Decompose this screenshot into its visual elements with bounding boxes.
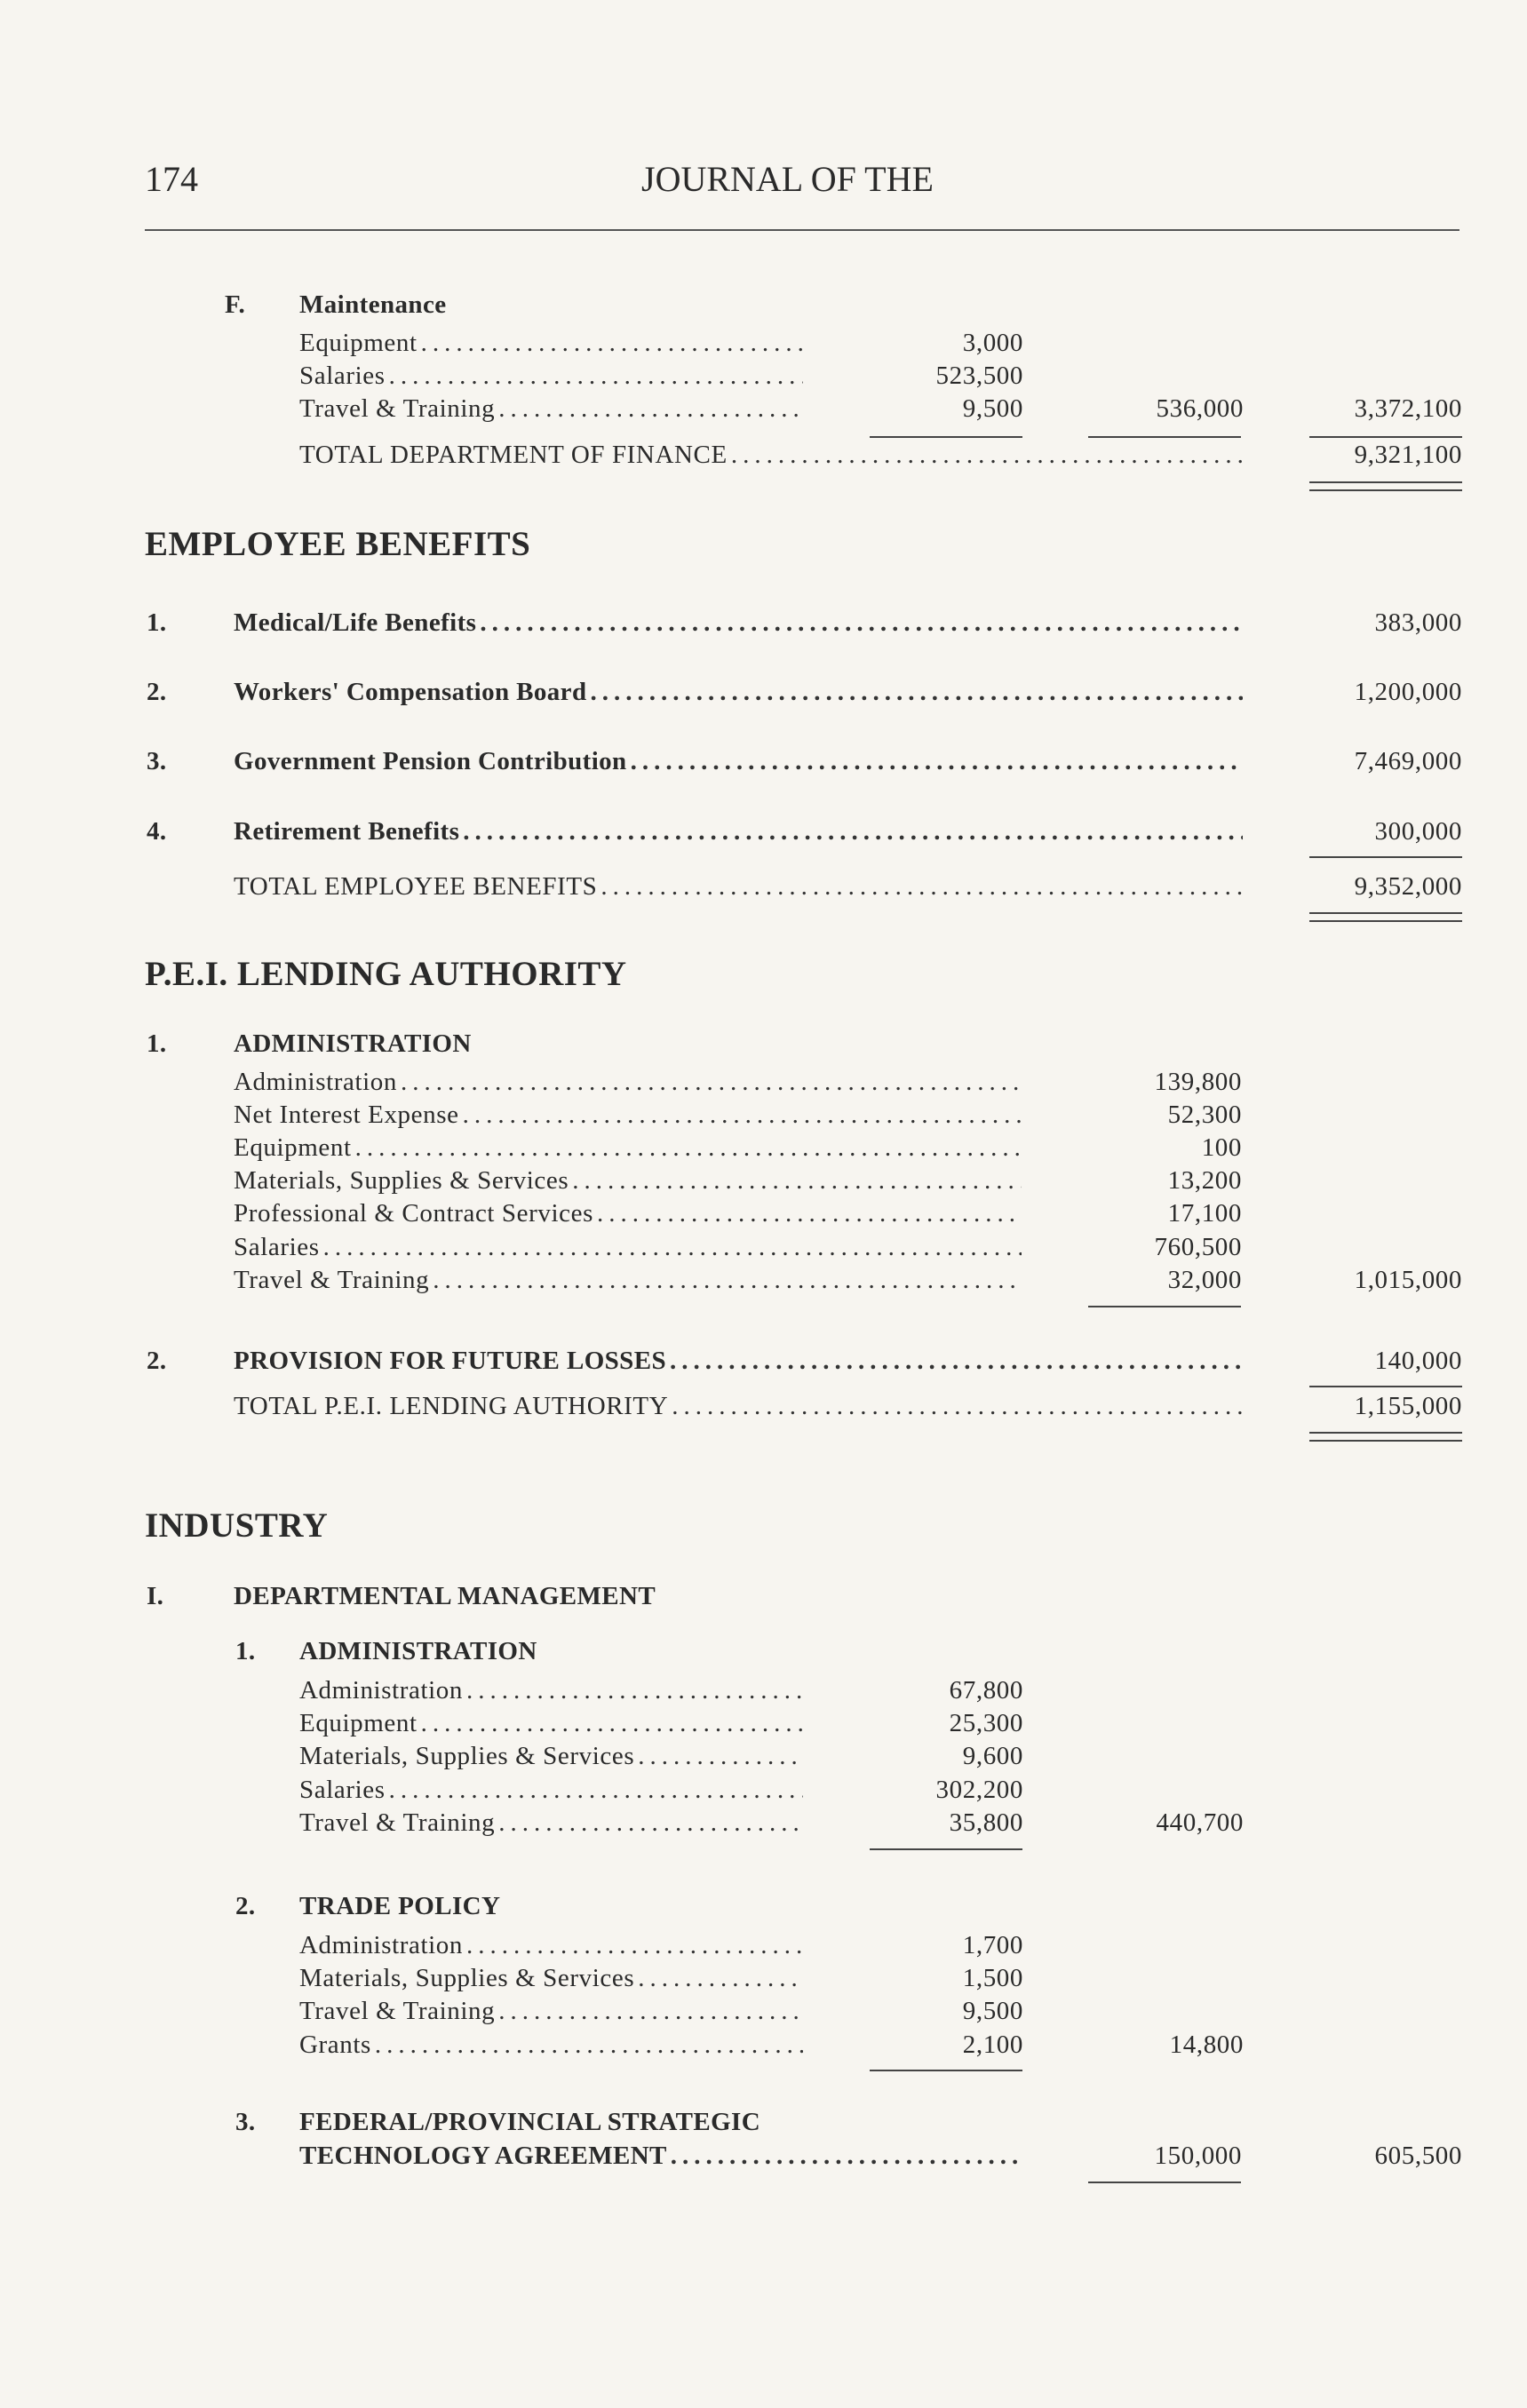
page-number: 174 [145, 159, 198, 199]
trade-item: Travel & Training ..... [299, 1997, 803, 2026]
lending-item: Net Interest Expense ..... [234, 1101, 1022, 1130]
strategic-title-line1: FEDERAL/PROVINCIAL STRATEGIC [299, 2108, 761, 2136]
lending-total-value: 1,155,000 [1354, 1392, 1462, 1420]
maintenance-value: 523,500 [935, 362, 1023, 390]
benefits-underline [1309, 856, 1462, 858]
benefits-total-label: TOTAL EMPLOYEE BENEFITS ..... [234, 872, 1243, 902]
lending-admin-number: 1. [147, 1029, 167, 1058]
maintenance-subtotal: 536,000 [1156, 394, 1244, 423]
strategic-value: 150,000 [1154, 2142, 1242, 2170]
lending-value: 13,200 [1167, 1166, 1242, 1195]
lending-value: 32,000 [1167, 1266, 1242, 1294]
industry-admin-number: 1. [235, 1637, 256, 1665]
maintenance-underline [870, 436, 1022, 438]
lending-item: Travel & Training ..... [234, 1266, 1022, 1295]
lending-item: Salaries ..... [234, 1233, 1022, 1262]
section-heading: INDUSTRY [145, 1506, 329, 1545]
lending-value: 100 [1201, 1133, 1242, 1162]
industry-admin-value: 302,200 [935, 1776, 1023, 1804]
strategic-number: 3. [235, 2108, 256, 2136]
benefits-double-rule [1309, 912, 1462, 914]
maintenance-title: Maintenance [299, 290, 447, 319]
lending-admin-underline [1088, 1306, 1241, 1307]
provision-underline [1309, 1386, 1462, 1387]
benefit-label: Workers' Compensation Board ..... [234, 678, 1243, 707]
trade-subtotal: 14,800 [1169, 2031, 1244, 2059]
industry-admin-title: ADMINISTRATION [299, 1637, 537, 1665]
benefit-number: 4. [147, 817, 167, 846]
section-heading: P.E.I. LENDING AUTHORITY [145, 955, 627, 993]
benefit-label: Retirement Benefits ..... [234, 817, 1243, 846]
maintenance-item: Travel & Training ..... [299, 394, 803, 424]
industry-admin-subtotal: 440,700 [1156, 1808, 1244, 1837]
maintenance-total-underline [1309, 436, 1462, 438]
finance-double-rule [1309, 489, 1462, 491]
industry-admin-item: Travel & Training ..... [299, 1808, 803, 1838]
lending-double-rule [1309, 1440, 1462, 1442]
maintenance-item: Salaries ..... [299, 362, 803, 391]
strategic-total: 605,500 [1374, 2142, 1462, 2170]
lending-item: Equipment ..... [234, 1133, 1022, 1163]
benefit-number: 1. [147, 608, 167, 637]
maintenance-value: 9,500 [962, 394, 1023, 423]
industry-admin-item: Equipment ..... [299, 1709, 803, 1738]
trade-item: Grants ..... [299, 2031, 803, 2060]
provision-number: 2. [147, 1347, 167, 1375]
trade-value: 1,700 [962, 1931, 1023, 1959]
provision-label: PROVISION FOR FUTURE LOSSES ..... [234, 1347, 1243, 1376]
maintenance-value: 3,000 [962, 329, 1023, 357]
lending-value: 52,300 [1167, 1101, 1242, 1129]
trade-number: 2. [235, 1892, 256, 1920]
industry-admin-value: 67,800 [949, 1676, 1023, 1705]
lending-item: Administration ..... [234, 1068, 1022, 1097]
strategic-underline [1088, 2182, 1241, 2183]
lending-admin-total: 1,015,000 [1354, 1266, 1462, 1294]
finance-total-label: TOTAL DEPARTMENT OF FINANCE ..... [299, 441, 1243, 470]
industry-admin-item: Materials, Supplies & Services ..... [299, 1742, 803, 1771]
industry-dept-title: DEPARTMENTAL MANAGEMENT [234, 1582, 656, 1610]
benefit-value: 383,000 [1374, 608, 1462, 637]
lending-total-label: TOTAL P.E.I. LENDING AUTHORITY ..... [234, 1392, 1243, 1421]
industry-admin-item: Administration ..... [299, 1676, 803, 1705]
finance-total-value: 9,321,100 [1354, 441, 1462, 469]
industry-admin-value: 35,800 [949, 1808, 1023, 1837]
benefits-total-value: 9,352,000 [1354, 872, 1462, 901]
trade-value: 9,500 [962, 1997, 1023, 2025]
maintenance-letter: F. [225, 290, 246, 319]
trade-item: Materials, Supplies & Services ..... [299, 1964, 803, 1993]
lending-value: 760,500 [1154, 1233, 1242, 1261]
benefit-value: 300,000 [1374, 817, 1462, 846]
trade-value: 1,500 [962, 1964, 1023, 1992]
benefits-double-rule [1309, 920, 1462, 922]
benefit-number: 3. [147, 747, 167, 775]
lending-item: Professional & Contract Services ..... [234, 1199, 1022, 1228]
benefit-label: Medical/Life Benefits ..... [234, 608, 1243, 638]
industry-admin-underline [870, 1848, 1022, 1850]
strategic-title-line2: TECHNOLOGY AGREEMENT ..... [299, 2142, 1022, 2171]
trade-value: 2,100 [962, 2031, 1023, 2059]
section-heading: EMPLOYEE BENEFITS [145, 525, 531, 563]
benefit-value: 1,200,000 [1354, 678, 1462, 706]
trade-title: TRADE POLICY [299, 1892, 501, 1920]
industry-dept-number: I. [147, 1582, 164, 1610]
maintenance-total: 3,372,100 [1354, 394, 1462, 423]
trade-underline [870, 2070, 1022, 2071]
industry-admin-value: 9,600 [962, 1742, 1023, 1770]
industry-admin-value: 25,300 [949, 1709, 1023, 1737]
trade-item: Administration ..... [299, 1931, 803, 1960]
lending-value: 139,800 [1154, 1068, 1242, 1096]
industry-admin-item: Salaries ..... [299, 1776, 803, 1805]
lending-double-rule [1309, 1432, 1462, 1434]
lending-admin-title: ADMINISTRATION [234, 1029, 472, 1058]
benefit-value: 7,469,000 [1354, 747, 1462, 775]
header-rule [145, 229, 1459, 231]
benefit-label: Government Pension Contribution ..... [234, 747, 1243, 776]
provision-value: 140,000 [1374, 1347, 1462, 1375]
lending-item: Materials, Supplies & Services ..... [234, 1166, 1022, 1196]
benefit-number: 2. [147, 678, 167, 706]
finance-double-rule [1309, 481, 1462, 483]
journal-title: JOURNAL OF THE [641, 159, 934, 199]
lending-value: 17,100 [1167, 1199, 1242, 1228]
maintenance-subtotal-underline [1088, 436, 1241, 438]
maintenance-item: Equipment ..... [299, 329, 803, 358]
